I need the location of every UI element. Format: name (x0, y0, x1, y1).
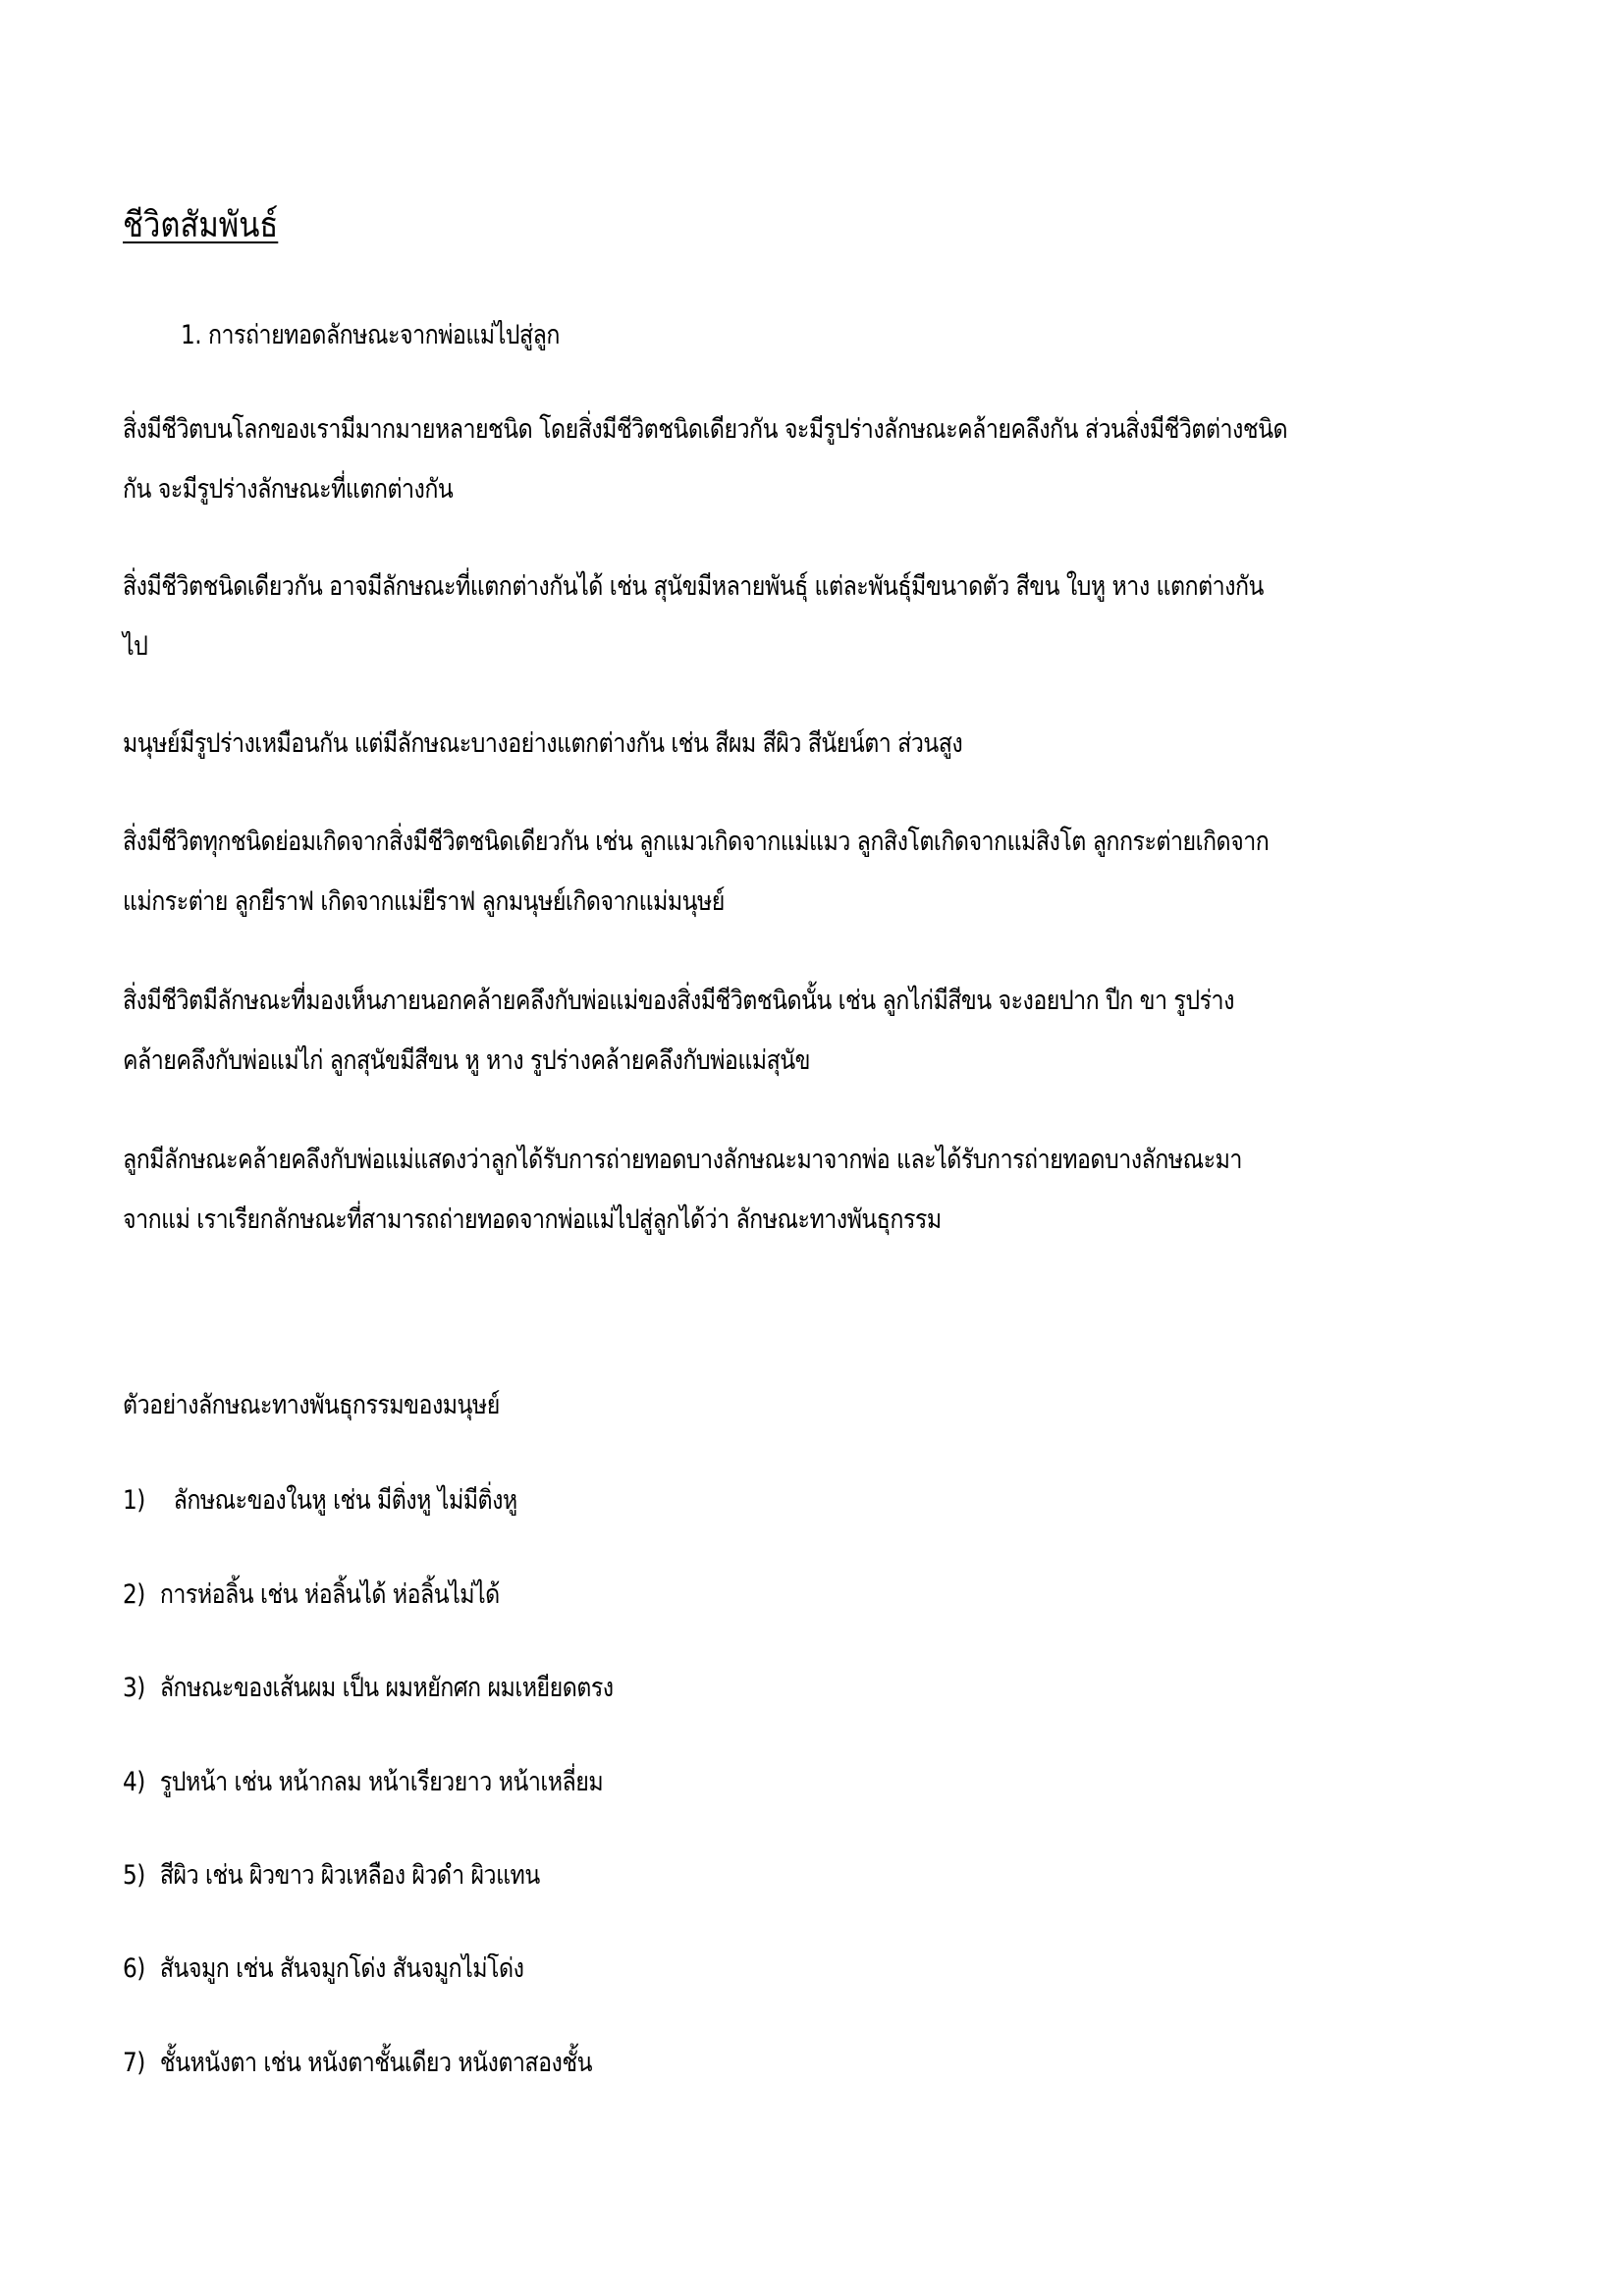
example-text: สันจมูก เช่น สันจมูกโด่ง สันจมูกไม่โด่ง (159, 1953, 524, 1984)
paragraph-4-line-2: แม่กระต่าย ลูกยีราฟ เกิดจากแม่ยีราฟ ลูกมนุษย์เกิดจากแม่มนุษย์ (123, 886, 725, 917)
paragraph-6-line-2: จากแม่ เราเรียกลักษณะที่สามารถถ่ายทอดจากพ่อแม่ไปสู่ลูกได้ว่า ลักษณะทางพันธุกรรม (123, 1204, 942, 1235)
example-item (123, 1856, 540, 1896)
example-item (123, 1481, 517, 1521)
example-number: 4) (123, 1767, 145, 1797)
example-text: ลักษณะของเส้นผม เป็น ผมหยักศก ผมเหยียดตรง (159, 1673, 614, 1703)
paragraph-5-line-2: คล้ายคลึงกับพ่อแม่ไก่ ลูกสุนัขมีสีขน หู หาง รูปร่างคล้ายคลึงกับพ่อแม่สุนัข (123, 1045, 810, 1076)
document-title: ชีวิตสัมพันธ์ (123, 205, 279, 245)
example-text: การห่อลิ้น เช่น ห่อลิ้นได้ ห่อลิ้นไม่ได้ (159, 1579, 500, 1610)
example-text: รูปหน้า เช่น หน้ากลม หน้าเรียวยาว หน้าเหลี่ยม (159, 1767, 604, 1797)
example-item (123, 2044, 592, 2083)
example-text: สีผิว เช่น ผิวขาว ผิวเหลือง ผิวดำ ผิวแทน (159, 1860, 540, 1891)
example-item (123, 1763, 603, 1802)
example-number: 5) (123, 1860, 145, 1891)
paragraph-2-line-2: ไป (123, 631, 148, 662)
paragraph-5-line-1: สิ่งมีชีวิตมีลักษณะที่มองเห็นภายนอกคล้ายคลึงกับพ่อแม่ของสิ่งมีชีวิตชนิดนั้น เช่น ลูกไก่มีสีขน จะงอยปาก ปีก ขา รูปร่าง (123, 986, 1234, 1016)
example-item (123, 1669, 614, 1708)
paragraph-1-line-1: สิ่งมีชีวิตบนโลกของเรามีมากมายหลายชนิด โดยสิ่งมีชีวิตชนิดเดียวกัน จะมีรูปร่างลักษณะคล้ายคลึงกัน ส่วนสิ่งมีชีวิตต่างชนิด (123, 414, 1288, 445)
paragraph-4-line-1: สิ่งมีชีวิตทุกชนิดย่อมเกิดจากสิ่งมีชีวิตชนิดเดียวกัน เช่น ลูกแมวเกิดจากแม่แมว ลูกสิงโตเกิดจากแม่สิงโต ลูกกระต่ายเกิดจาก (123, 827, 1270, 857)
paragraph-2-line-1: สิ่งมีชีวิตชนิดเดียวกัน อาจมีลักษณะที่แตกต่างกันได้ เช่น สุนัขมีหลายพันธุ์ แต่ละพันธุ์มีขนาดตัว สีขน ใบหู หาง แตกต่างกัน (123, 571, 1264, 602)
example-item (123, 1575, 500, 1615)
example-number: 6) (123, 1953, 145, 1984)
paragraph-6-line-1: ลูกมีลักษณะคล้ายคลึงกับพ่อแม่แสดงว่าลูกได้รับการถ่ายทอดบางลักษณะมาจากพ่อ และได้รับการถ่ายทอดบางลักษณะมา (123, 1145, 1242, 1175)
example-item (123, 1949, 523, 1989)
example-number: 7) (123, 2048, 145, 2078)
paragraph-1-line-2: กัน จะมีรูปร่างลักษณะที่แตกต่างกัน (123, 474, 454, 505)
section-heading: 1. การถ่ายทอดลักษณะจากพ่อแม่ไปสู่ลูก (181, 320, 560, 350)
example-text: ลักษณะของในหู เช่น มีติ่งหู ไม่มีติ่งหู (173, 1485, 517, 1516)
example-number: 1) (123, 1485, 145, 1516)
paragraph-3-line-1: มนุษย์มีรูปร่างเหมือนกัน แต่มีลักษณะบางอย่างแตกต่างกัน เช่น สีผม สีผิว สีนัยน์ตา ส่วนสูง (123, 728, 963, 759)
examples-heading: ตัวอย่างลักษณะทางพันธุกรรมของมนุษย์ (123, 1390, 500, 1420)
example-number: 2) (123, 1579, 145, 1610)
example-number: 3) (123, 1673, 145, 1703)
example-text: ชั้นหนังตา เช่น หนังตาชั้นเดียว หนังตาสองชั้น (159, 2048, 592, 2078)
